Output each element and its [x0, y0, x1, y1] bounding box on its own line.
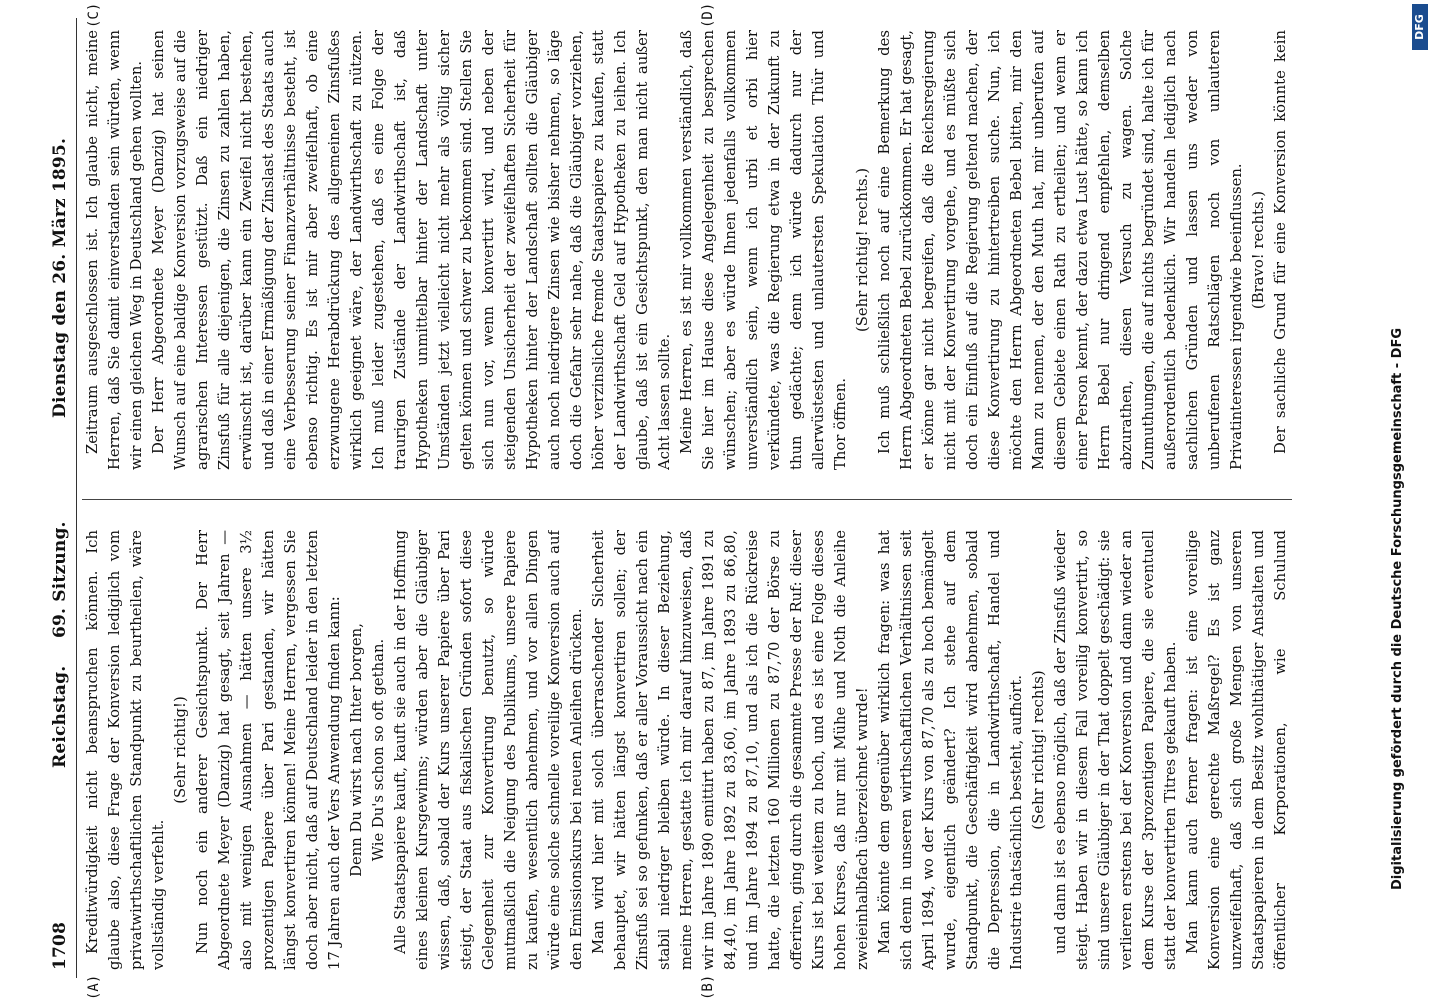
- paragraph: Man könnte dem gegenüber wirklich fragen: was hat sich denn in unseren wirthschaftlichen Verhältnissen seit April 1894, wo der Kurs von 87,70 als zu hoch bemängelt wurde, eigentlich geändert? Ich stehe auf dem Standpunkt, die Geschäftigkeit wird abnehmen, sobald die Depression, die in Landwirthschaft, Handel und Industrie thatsächlich besteht, aufhört.: [876, 530, 1025, 970]
- column-divider: [82, 499, 1292, 500]
- interjection: (Sehr richtig!): [172, 696, 189, 804]
- paragraph: Kreditwürdigkeit nicht beanspruchen können. Ich glaube also, diese Frage der Konversion lediglich vom privatwirthschaftlichen Standpunkt zu beurtheilen, wäre vollständig verfehlt.: [84, 530, 167, 970]
- session-date: Dienstag den 26. März 1895.: [50, 137, 70, 418]
- session-label: 69. Sitzung.: [50, 521, 70, 638]
- interjection: (Sehr richtig! rechts.): [854, 167, 871, 333]
- paragraph: Meine Herren, es ist mir vollkommen verständlich, daß Sie hier im Hause diese Angelegenheit zu besprechen wünschen; aber es würde Ihnen jedenfalls vollkommen unverständlich sein, wenn ich urbi et orbi hier verkündete, was die Regierung etwa in der Zukunft zu thun gedächte; denn ich würde dadurch nur der allerwüstesten und unlautersten Spekulation Thür und Thor öffnen.: [678, 30, 849, 470]
- paragraph: und dann ist es ebenso möglich, daß der Zinsfuß wieder steigt. Haben wir in diesem Fall voreilig konvertirt, so sind unsere Gläubiger in der That doppelt geschädigt: sie verlieren erstens bei der Konversion und dann wieder an dem Kurse der 3prozentigen Papiere, die sie eventuell statt der konvertirten Titres gekauft haben.: [1052, 530, 1179, 970]
- paragraph: Man wird hier mit solch überraschender Sicherheit behauptet, wir hätten längst konvertiren sollen; der Zinsfuß sei so gefunken, daß er aller Voraussicht nach ein stabil niedriger bleiben würde. In dieser Beziehung, meine Herren, gestatte ich mir darauf hinzuweisen, daß wir im Jahre 1890 emittirt haben zu 87, im Jahre 1891 zu 84,40, im Jahre 1892 zu 83,60, im Jahre 1893 zu 86,80, und im Jahre 1894 zu 87,10, und als ich die Rückreise hatte, die letzten 160 Millionen zu 87,70 der Börse zu offeriren, ging durch die gesammte Presse der Ruf: dieser Kurs ist bei weitem zu hoch, und es ist eine Folge dieses hohen Kurses, daß nur mit Mühe und Noth die Anleihe zweieinhalbfach überzeichnet wurde!: [590, 530, 871, 970]
- paragraph: Nun noch ein anderer Gesichtspunkt. Der Herr Abgeordnete Meyer (Danzig) hat gesagt, seit Jahren — also mit wenigen Ausnahmen — hätten unsere 3½ prozentigen Papiere über Pari gestanden, wir hätten längst konvertiren können! Meine Herren, vergessen Sie doch aber nicht, daß auf Deutschland leider in den letzten 17 Jahren auch der Vers Anwendung finden kann:: [194, 530, 343, 970]
- page-header: [46, 18, 76, 978]
- margin-marker-a: (A): [86, 974, 102, 1000]
- paragraph: Alle Staatspapiere kauft, kauft sie auch in der Hoffnung eines kleinen Kursgewinns; würden aber die Gläubiger wissen, daß, sobald der Kurs unserer Papiere über Pari steigt, der Staat aus fiskalischen Gründen sofort diese Gelegenheit zur Konvertirung benutzt, so würde mutmaßlich die Neigung des Publikums, unsere Papiere zu kaufen, wesentlich abnehmen, und vor allen Dingen würde eine solche schnelle voreilige Konversion auch auf den Emissionskurs bei neuen Anleihen drücken.: [392, 530, 585, 970]
- text-column-left: [82, 530, 1292, 970]
- margin-marker-b: (B): [700, 974, 716, 1000]
- margin-marker-d: (D): [700, 2, 716, 28]
- margin-marker-c: (C): [86, 2, 102, 28]
- interjection: Wie Du's schon so oft gethan.: [370, 638, 387, 862]
- page-number: 1708: [50, 921, 70, 970]
- publication-name: Reichstag.: [50, 665, 70, 768]
- header-rule: [76, 18, 77, 978]
- interjection: Denn Du wirst nach Ihter borgen,: [348, 623, 365, 877]
- paragraph: Der sachliche Grund für eine Konversion könnte kein: [1272, 30, 1289, 454]
- paragraph: Zeitraum ausgeschlossen ist. Ich glaube nicht, meine Herren, daß Sie damit einverstanden sein würden, wenn wir einen gleichen Weg in Deutschland gehen wollten.: [84, 30, 145, 470]
- digitization-credit: Digitalisierung gefördert durch die Deutsche Forschungsgemeinschaft - DFG: [1390, 327, 1405, 890]
- paragraph: Ich muß schließlich noch auf eine Bemerkung des Herrn Abgeordneten Bebel zurückkommen. Er hat gesagt, er könne gar nicht begreifen, daß die Reichsregierung nicht mit der Konvertirung vorgehe, und es müßte sich doch ein Einfluß auf die Regierung geltend machen, der diese Konvertirung zu hintertreiben suche. Nun, ich möchte den Herrn Abgeordneten Bebel bitten, mir den Mann zu nennen, der den Muth hat, mir unberufen auf diesem Gebiete einen Rath zu ertheilen; und wenn er einer Person kennt, der dazu etwa Lust hätte, so kann ich Herrn Bebel nur dringend empfehlen, demselben abzurathen, diesen Versuch zu wagen. Solche Zumuthungen, die auf nichts begründet sind, halte ich für außerordentlich bedenklich. Wir handeln lediglich nach sachlichen Gründen und lassen uns weder von unberufenen Ratschlägen noch von unlauteren Privatinteressen irgendwie beeinflussen.: [876, 30, 1245, 470]
- interjection: (Sehr richtig! rechts): [1030, 670, 1047, 830]
- paragraph: Man kann auch ferner fragen: ist eine voreilige Konversion eine gerechte Maßregel? Es ist ganz unzweifelhaft, daß sich große Mengen von unseren Staatspapieren in dem Besitz wohlthätiger Anstalten und öffentlicher Korporationen, wie Schulund: [1184, 530, 1289, 970]
- interjection: (Bravo! rechts.): [1250, 190, 1267, 310]
- dfg-logo: DFG: [1412, 4, 1428, 50]
- paragraph: Der Herr Abgeordnete Meyer (Danzig) hat seinen Wunsch auf eine baldige Konversion vorzugsweise auf die agrarischen Interessen gestützt. Daß ein niedriger Zinsfuß für alle diejenigen, die Zinsen zu zahlen haben, erwünscht ist, darüber kann ein Zweifel nicht bestehen, und daß in einer Ermäßigung der Zinslast des Staats auch eine Verbesserung seiner Finanzverhältnisse besteht, ist ebenso richtig. Es ist mir aber zweifelhaft, ob eine erzwungene Herabdrückung des allgemeinen Zinsfußes wirklich geeignet wäre, der Landwirthschaft zu nützen. Ich muß leider zugestehen, daß es eine Folge der traurigen Zustände der Landwirthschaft ist, daß Hypotheken unmittelbar hinter der Landschaft unter Umständen jetzt vielleicht nicht mehr als völlig sicher gelten können und schwer zu bekommen sind. Stellen Sie sich nun vor, wenn konvertirt wird, und neben der steigenden Unsicherheit der zweifelhaften Sicherheit für Hypotheken hinter der Landschaft sollten die Gläubiger auch noch niedrigere Zinsen wie bisher nehmen, so läge doch die Gefahr sehr nahe, daß die Gläubiger vorziehen, höher verzinsliche fremde Staatspapiere zu kaufen, statt der Landwirthschaft Geld auf Hypotheken zu leihen. Ich glaube, daß ist ein Gesichtspunkt, den man nicht außer Acht lassen sollte.: [150, 30, 673, 470]
- text-column-right: [82, 30, 1292, 470]
